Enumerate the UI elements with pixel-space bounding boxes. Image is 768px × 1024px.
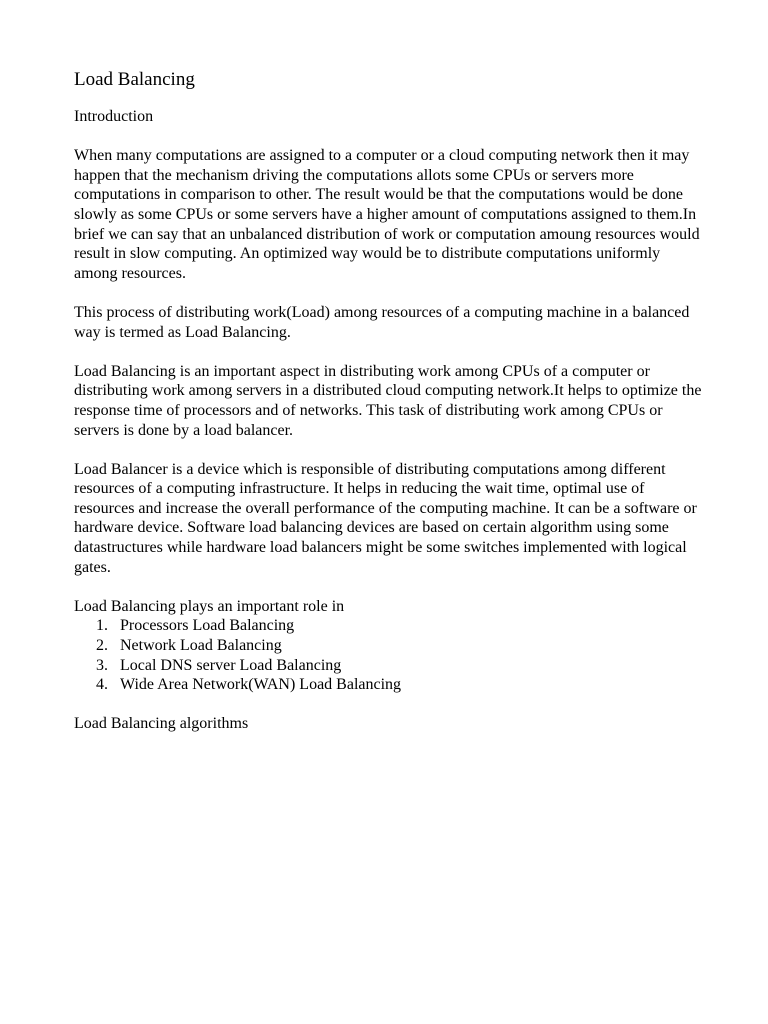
list-item-number: 1. (96, 617, 108, 635)
introduction-heading: Introduction (74, 108, 154, 125)
document-title: Load Balancing (74, 69, 195, 90)
list-item-text: Processors Load Balancing (120, 617, 295, 635)
list-item (74, 616, 704, 636)
list-item-text: Network Load Balancing (120, 637, 282, 655)
list-item (74, 675, 704, 695)
list-intro: Load Balancing plays an important role in (74, 597, 345, 615)
list-item (74, 636, 704, 656)
role-list (74, 616, 704, 694)
list-item-number: 3. (96, 656, 108, 674)
paragraph-load-balancer: Load Balancer is a device which is responsible of distributing computations among different resources of a computing infrastructure. It helps in reducing the wait time, optimal use of resources and increase the overall performance of the computing machine. It can be a software or hardware device. Software load balancing devices are based on certain algorithm using some datastructures while hardware load balancers might be some switches implemented with logical gates. (74, 460, 697, 576)
algorithms-heading: Load Balancing algorithms (74, 715, 249, 733)
list-item-text: Wide Area Network(WAN) Load Balancing (120, 676, 402, 694)
list-item-number: 4. (96, 676, 108, 694)
list-item-text: Local DNS server Load Balancing (120, 656, 342, 674)
paragraph-intro: When many computations are assigned to a computer or a cloud computing network then it may happen that the mechanism driving the computations allots some CPUs or servers more computations in comparison to other. The result would be that the computations would be done slowly as some CPUs or some servers have a higher amount of computations assigned to them.In brief we can say that an unbalanced distribution of work or computation amoung resources would result in slow computing. An optimized way would be to distribute computations uniformly among resources. (74, 147, 700, 282)
paragraph-definition: This process of distributing work(Load) among resources of a computing machine in a balanced way is termed as Load Balancing. (74, 303, 690, 341)
list-item (74, 656, 704, 676)
document-body (74, 68, 704, 754)
list-item-number: 2. (96, 637, 108, 655)
paragraph-importance: Load Balancing is an important aspect in distributing work among CPUs of a computer or distributing work among servers in a distributed cloud computing network.It helps to optimize the response time of processors and of networks. This task of distributing work among CPUs or servers is done by a load balancer. (74, 362, 702, 439)
